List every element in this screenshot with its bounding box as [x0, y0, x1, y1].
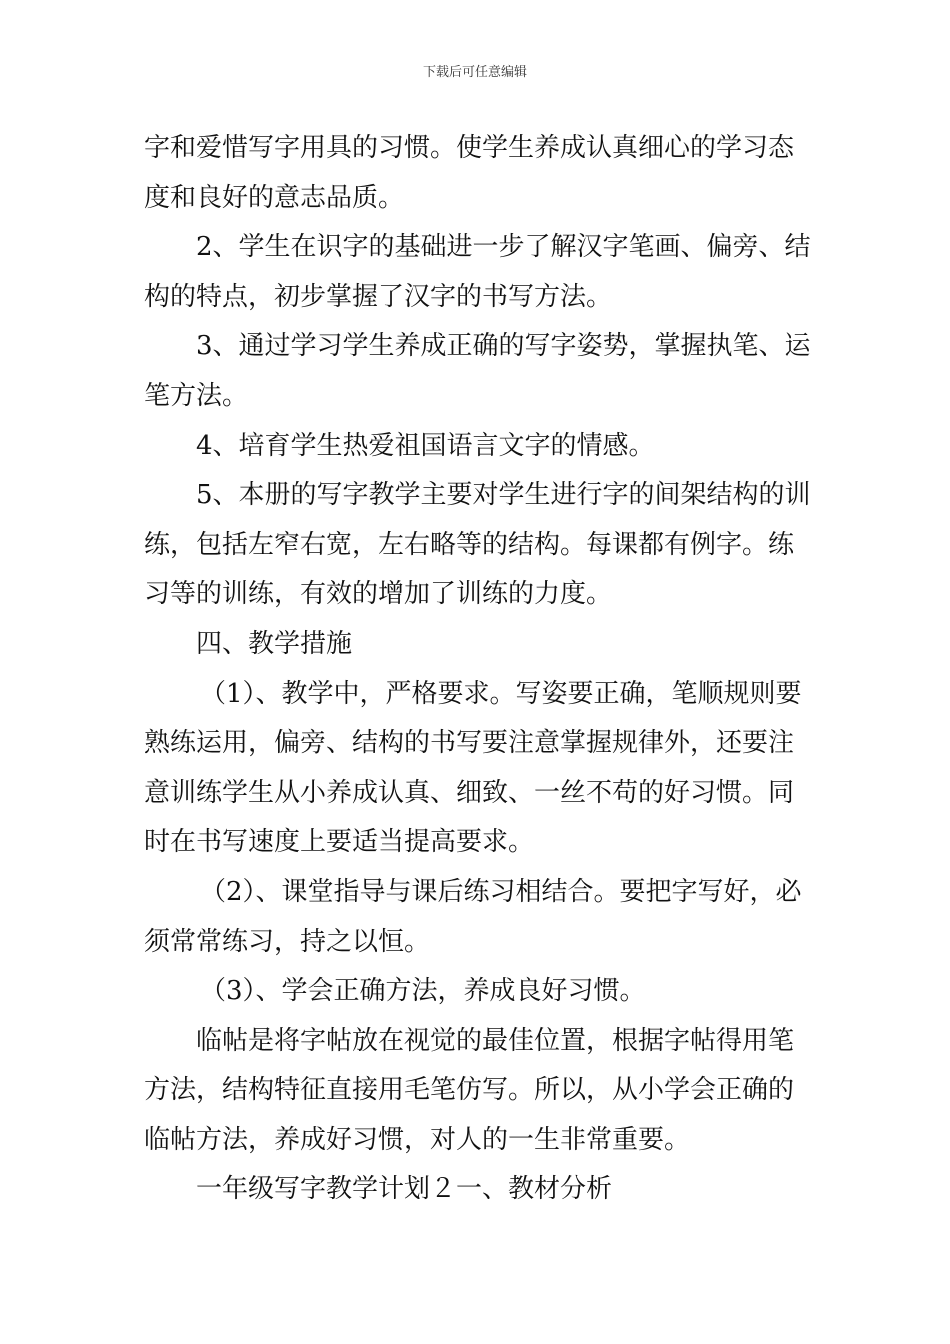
section-heading: 一年级写字教学计划２一、教材分析 [196, 1174, 613, 1205]
text-line: 度和良好的意志品质。 [144, 182, 405, 213]
list-item: （2）、课堂指导与课后练习相结合。要把字写好，必 [200, 876, 802, 907]
text-line: 意训练学生从小养成认真、细致、一丝不苟的好习惯。同 [144, 777, 795, 808]
page-header: 下载后可任意编辑 [422, 65, 527, 80]
text-line: 字和爱惜写字用具的习惯。使学生养成认真细心的学习态 [144, 133, 795, 163]
paragraph-start: 临帖是将字帖放在视觉的最佳位置，根据字帖得用笔 [196, 1025, 795, 1056]
list-item: 4、培育学生热爱祖国语言文字的情感。 [196, 430, 655, 461]
list-item: （3）、学会正确方法，养成良好习惯。 [200, 976, 646, 1007]
list-item: （1）、教学中，严格要求。写姿要正确，笔顺规则要 [200, 678, 802, 709]
text-line: 构的特点，初步掌握了汉字的书写方法。 [144, 281, 613, 312]
text-line: 时在书写速度上要适当提高要求。 [144, 827, 535, 858]
list-item: 3、通过学习学生养成正确的写字姿势，掌握执笔、运 [196, 331, 811, 362]
text-line: 临帖方法，养成好习惯，对人的一生非常重要。 [144, 1124, 691, 1155]
list-item: 2、学生在识字的基础进一步了解汉字笔画、偏旁、结 [196, 232, 811, 263]
text-line: 熟练运用，偏旁、结构的书写要注意掌握规律外，还要注 [144, 728, 795, 759]
text-line: 方法，结构特征直接用毛笔仿写。所以，从小学会正确的 [144, 1075, 795, 1106]
section-heading: 四、教学措施 [196, 628, 353, 659]
document-body [144, 124, 811, 1215]
text-line: 习等的训练，有效的增加了训练的力度。 [144, 579, 613, 610]
text-line: 练，包括左窄右宽，左右略等的结构。每课都有例字。练 [144, 529, 795, 560]
list-item: 5、本册的写字教学主要对学生进行字的间架结构的训 [196, 480, 811, 511]
text-line: 须常常练习，持之以恒。 [144, 926, 431, 957]
text-line: 笔方法。 [144, 380, 249, 411]
